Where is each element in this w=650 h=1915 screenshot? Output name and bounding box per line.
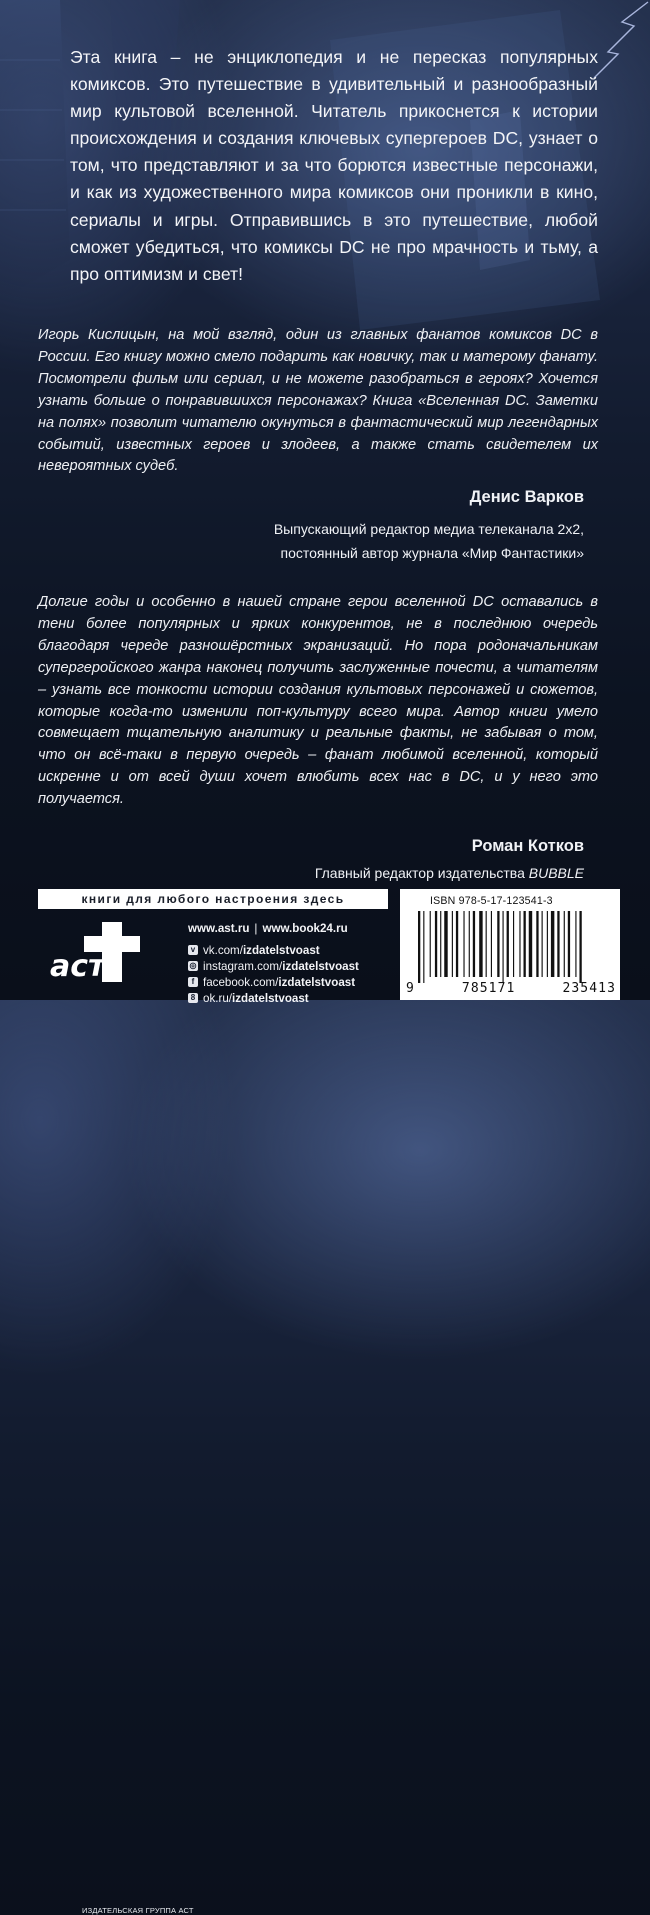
barcode-bar [456,911,458,977]
social-link-odnoklassniki[interactable] [188,990,359,1006]
slogan-banner: книги для любого настроения здесь [38,889,388,909]
social-handle: izdatelstvoast [242,943,320,957]
barcode-bar [529,911,532,977]
social-link-instagram[interactable] [188,958,359,974]
social-prefix: ok.ru/ [203,991,232,1005]
review-author-2-role-prefix: Главный редактор издательства [314,865,529,881]
barcode-bar [444,911,447,977]
review-author-1-role-line2: постоянный автор журнала «Мир Фантастики» [280,545,584,561]
isbn-number: ISBN 978-5-17-123541-3 [430,895,553,907]
social-link-facebook[interactable] [188,974,359,990]
barcode-bar [491,911,492,977]
barcode-bar [524,911,526,977]
barcode-bar [519,911,520,977]
social-link-vk[interactable] [188,942,359,958]
barcode-bar [503,911,504,983]
social-prefix: facebook.com/ [203,975,279,989]
barcode-bar [497,911,499,977]
site-link-ast[interactable]: www.ast.ru [188,922,250,935]
barcode-bar [435,911,437,977]
barcode-bar [452,911,453,977]
ast-logo-text: аст [50,949,106,984]
review-author-2-role [315,865,584,881]
barcode-bar [542,911,543,977]
ast-logo-mark [42,918,172,988]
review-author-2: Роман Котков [471,837,584,855]
barcode-bar [568,911,570,977]
barcode-bar [557,911,559,977]
facebook-icon: f [188,977,198,987]
barcode-bar [440,911,441,977]
site-link-book24[interactable]: www.book24.ru [262,922,348,935]
ast-logo [42,918,194,1915]
odnoklassniki-icon: 8 [188,993,198,1003]
barcode-digit-group-1: 9 [406,981,415,996]
barcode-bar [418,911,420,983]
back-cover-blurb: Эта книга – не энциклопедия и не пересказ популярных комиксов. Это путешествие в удивительный и разнообразный мир культовой вселенной. Читатель прикоснется к истории происхождения и создания ключевых супергероев DC, узнает о том, что представляют и за что борются известные персонажи, и как из художественного мира комиксов они проникли в кино, сериалы и игры. Отправившись в это путешествие, любой сможет убедиться, что комиксы DC не про мрачность и тьму, а про оптимизм и свет! [70,47,598,284]
barcode-bar [423,911,424,983]
social-prefix: instagram.com/ [203,959,283,973]
review-quote-1: Игорь Кислицын, на мой взгляд, один из главных фанатов комиксов DC в России. Его книгу можно смело подарить как новичку, так и матерому фанату. Посмотрели фильм или сериал, и не можете разобраться в героях? Хочется узнать больше о понравившихся персонажах? Книга «Вселенная DC. Заметки на полях» позволит читателю окунуться в фантастический мир легендарных событий, известных героев и злодеев, а также стать свидетелем их невероятных судеб. [38,327,598,475]
barcode-bar [536,911,538,977]
website-links [188,922,348,935]
barcode-bar [479,911,482,977]
barcode-bar [575,911,576,977]
barcode-bar [564,911,565,977]
barcode-bar [469,911,470,977]
barcode-digits [406,981,616,996]
review-author-1: Денис Варков [469,488,584,506]
site-separator: | [254,922,258,935]
social-links [188,942,359,1006]
isbn-barcode-block [400,889,620,1000]
barcode-digit-group-3: 235413 [562,981,616,996]
ast-logo-caption: ИЗДАТЕЛЬСКАЯ ГРУППА АСТ [82,1906,194,1915]
barcode [416,911,606,983]
barcode-bar [547,911,548,977]
barcode-digit-group-2: 785171 [461,981,516,996]
barcode-bar [551,911,554,977]
review-quote-2: Долгие годы и особенно в нашей стране герои вселенной DC оставались в тени более популярных и ярких конкурентов, не в последнюю очередь благодаря череде разношёрстных экранизаций. Но пора родоначальникам супергеройского жанра наконец получить заслуженные почести, а читателям – узнать все тонкости истории создания культовых персонажей и сюжетов, которые когда-то изменили поп-культуру всего мира. Автор книги умело совмещает тщательную аналитику и реальные факты, не забывая о том, что он всё-таки в первую очередь – фанат любимой вселенной, который искренне и от всей души хочет влюбить всех нас в DC, и у него это получается. [38,594,598,808]
social-prefix: vk.com/ [203,943,243,957]
barcode-bar [430,911,431,977]
social-handle: izdatelstvoast [278,975,356,989]
instagram-icon: ◎ [189,961,197,970]
publisher-name: BUBBLE [528,865,584,881]
social-handle: izdatelstvoast [232,991,309,1005]
review-author-1-role-line1: Выпускающий редактор медиа телеканала 2х2, [273,521,584,537]
barcode-bar [463,911,464,977]
barcode-bar [486,911,487,977]
social-handle: izdatelstvoast [282,959,359,973]
barcode-bar [473,911,475,977]
vk-icon: v [188,945,198,955]
barcode-bar [507,911,509,977]
barcode-bar [513,911,514,977]
barcode-bar [579,911,581,983]
